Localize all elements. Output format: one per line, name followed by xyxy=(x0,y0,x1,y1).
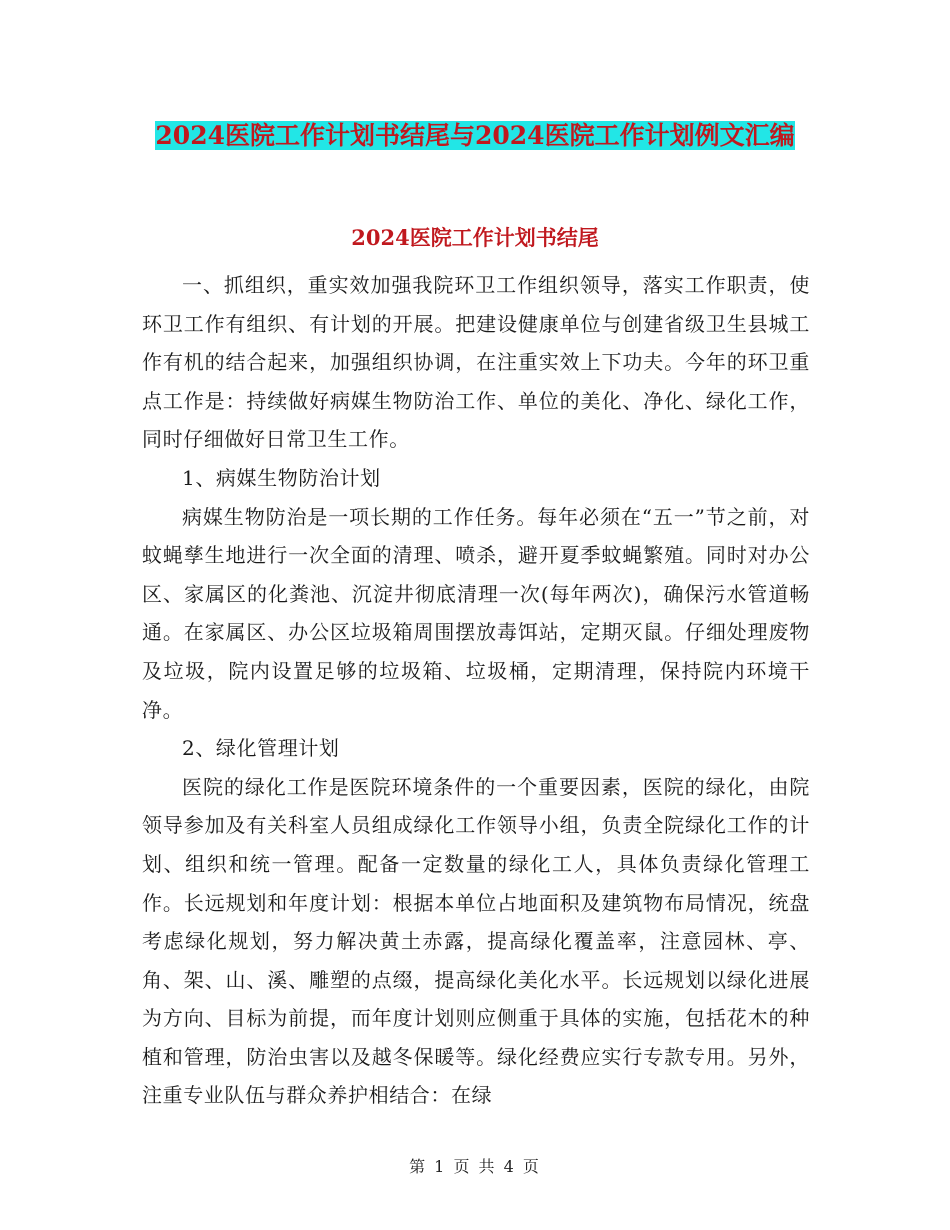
subheading: 2、绿化管理计划 xyxy=(182,736,340,761)
subheading: 1、病媒生物防治计划 xyxy=(182,465,381,490)
paragraph: 医院的绿化工作是医院环境条件的一个重要因素，医院的绿化，由院领导参加及有关科室人员组成绿化工作领导小组，负责全院绿化工作的计划、组织和统一管理。配备一定数量的绿化工人，具体负责绿化管理工作。长远规划和年度计划：根据本单位占地面积及建筑物布局情况，统盘考虑绿化规划，努力解决黄土赤露，提高绿化覆盖率，注意园林、亭、角、架、山、溪、雕塑的点缀，提高绿化美化水平。长远规划以绿化进展为方向、目标为前提，而年度计划则应侧重于具体的实施，包括花木的种植和管理，防治虫害以及越冬保暖等。绿化经费应实行专款专用。另外，注重专业队伍与群众养护相结合：在绿 xyxy=(142,774,810,1108)
document-title xyxy=(140,112,810,159)
paragraph: 一、抓组织，重实效加强我院环卫工作组织领导，落实工作职责，使环卫工作有组织、有计划的开展。把建设健康单位与创建省级卫生县城工作有机的结合起来，加强组织协调，在注重实效上下功夫。今年的环卫重点工作是：持续做好病媒生物防治工作、单位的美化、净化、绿化工作，同时仔细做好日常卫生工作。 xyxy=(142,273,810,452)
document-body xyxy=(142,266,810,1115)
document-title-text: 2024医院工作计划书结尾与2024医院工作计划例文汇编 xyxy=(155,121,795,150)
page-number-footer: 第 1 页 共 4 页 xyxy=(409,1157,541,1176)
section-title: 2024医院工作计划书结尾 xyxy=(351,225,599,250)
paragraph: 病媒生物防治是一项长期的工作任务。每年必须在“五一”节之前，对蚊蝇孳生地进行一次全面的清理、喷杀，避开夏季蚊蝇繁殖。同时对办公区、家属区的化粪池、沉淀井彻底清理一次(每年两次)，确保污水管道畅通。在家属区、办公区垃圾箱周围摆放毒饵站，定期灭鼠。仔细处理废物及垃圾，院内设置足够的垃圾箱、垃圾桶，定期清理，保持院内环境干净。 xyxy=(142,504,810,722)
